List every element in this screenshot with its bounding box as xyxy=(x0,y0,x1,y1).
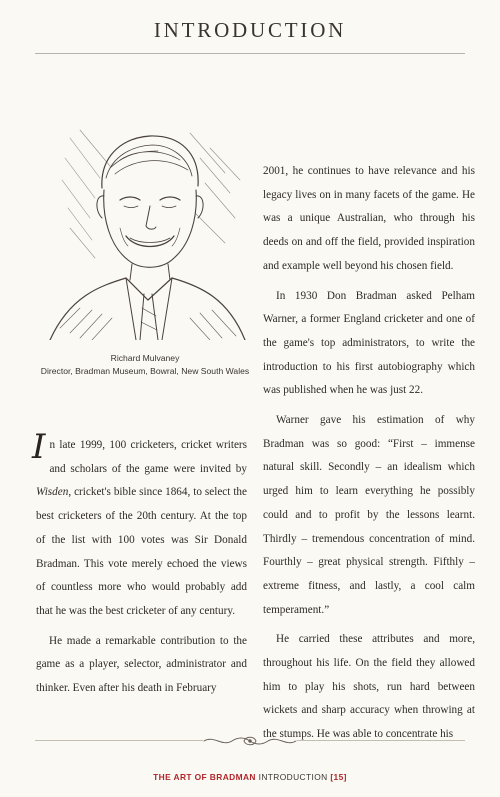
page-title: INTRODUCTION xyxy=(153,18,347,42)
publication-title: Wisden xyxy=(36,486,69,499)
paragraph xyxy=(32,427,247,624)
paragraph-text: n late 1999, 100 cricketers, cricket writers and scholars of the game were invited by xyxy=(49,439,247,475)
caption-name: Richard Mulvaney xyxy=(110,353,180,363)
bottom-divider xyxy=(35,740,203,741)
page-footer xyxy=(0,772,500,782)
left-column xyxy=(32,427,247,701)
paragraph: Warner gave his estimation of why Bradman was so good: “First – immense natural skill. Secondly – an idealism which urged him to learn everything he possibly could and to profit by the lessons learnt. Thirdly – tremendous concentration of mind. Fourthly – great physical strength. Fifthly – extreme fitness, and lastly, a cool calm temperament.” xyxy=(263,414,475,616)
page-number: [15] xyxy=(330,772,347,782)
section-name: INTRODUCTION xyxy=(258,772,328,782)
paragraph: In 1930 Don Bradman asked Pelham Warner, a former England cricketer and one of the game's top administrators, to write the introduction to his first autobiography which was published when he was just 22. xyxy=(263,289,475,397)
portrait-caption xyxy=(20,352,270,377)
title-divider xyxy=(35,53,465,54)
book-title: THE ART OF BRADMAN xyxy=(153,772,256,782)
right-column xyxy=(263,160,475,747)
drop-cap: I xyxy=(32,427,46,467)
sketch-portrait-icon xyxy=(40,118,250,340)
paragraph: He made a remarkable contribution to the game as a player, selector, administrator and thinker. Even after his death in February xyxy=(36,634,247,695)
paragraph: He carried these attributes and more, throughout his life. On the field they allowed him to play his shots, run hard between wickets and sharp accuracy when throwing at the stumps. He was able to concentrate his xyxy=(263,633,475,741)
paragraph: 2001, he continues to have relevance and his legacy lives on in many facets of the game. He was a unique Australian, who through his deeds on and off the field, provided inspiration and example well beyond his chosen field. xyxy=(263,165,475,272)
caption-role: Director, Bradman Museum, Bowral, New South Wales xyxy=(40,365,250,376)
scroll-ornament-icon xyxy=(200,734,300,748)
bottom-divider xyxy=(297,740,465,741)
paragraph-text: , cricket's bible since 1864, to select the best cricketers of the 20th century. At the top of the list with 100 votes was Sir Donald Bradman. This vote merely echoed the views of countless more who would probably add that he was the best cricketer of any century. xyxy=(36,486,247,617)
